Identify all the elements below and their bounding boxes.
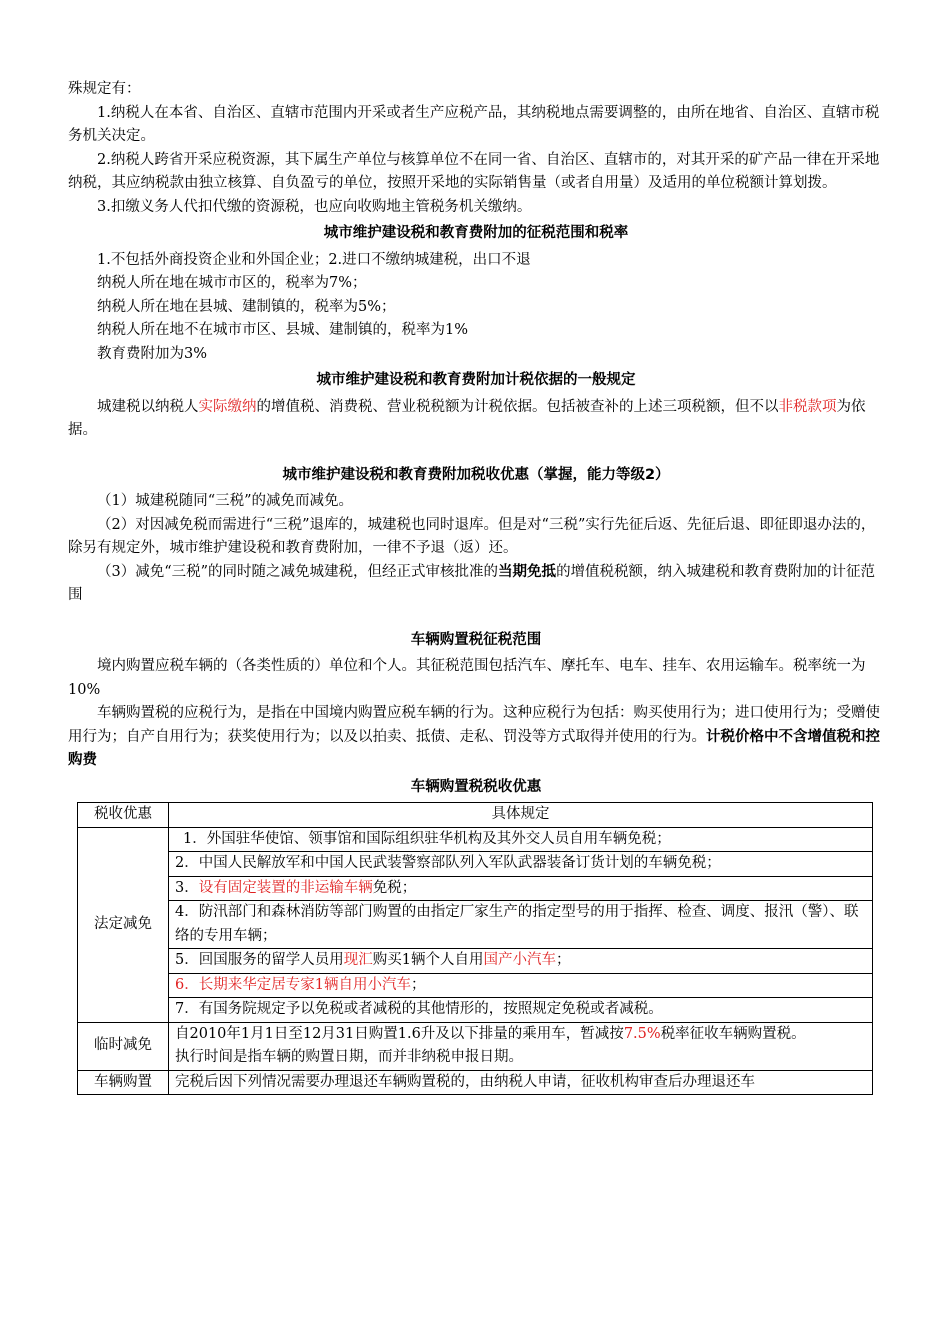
vehicle-tax-incentive-table xyxy=(77,802,873,1095)
highlight-text: 国产小汽车 xyxy=(483,952,556,968)
highlight-text: 非税款项 xyxy=(778,398,837,415)
detail-line: 7．有国务院规定予以免税或者减税的其他情形的，按照规定免税或者减税。 xyxy=(169,997,872,1022)
highlight-text: 实际缴纳 xyxy=(198,398,257,415)
rule-item-1: 1.纳税人在本省、自治区、直辖市范围内开采或者生产应税产品，其纳税地点需要调整的，由所在地省、自治区、直辖市税务机关决定。 xyxy=(68,104,880,144)
detail-line xyxy=(169,948,872,973)
text: 购买1辆个人自用 xyxy=(372,952,484,968)
scope-line-2: 纳税人所在地在城市市区的，税率为7%； xyxy=(97,275,367,291)
section-title-tax-incentives: 城市维护建设税和教育费附加税收优惠（掌握，能力等级2） xyxy=(282,466,670,483)
detail-line: 执行时间是指车辆的购置日期，而并非纳税申报日期。 xyxy=(175,1049,523,1065)
detail-line xyxy=(169,973,872,998)
document-page xyxy=(68,78,884,1095)
table-row-refund xyxy=(78,1070,873,1095)
row-detail xyxy=(169,827,873,1022)
row-label: 临时减免 xyxy=(78,1022,169,1070)
text: 为依据。 xyxy=(68,398,866,438)
detail-line: 2．中国人民解放军和中国人民武装警察部队列入军队武器装备订货计划的车辆免税； xyxy=(169,851,872,876)
table-row-statutory xyxy=(78,827,873,1022)
rule-item-2: 2.纳税人跨省开采应税资源，其下属生产单位与核算单位不在同一省、自治区、直辖市的，对其开采的矿产品一律在开采地纳税，其应纳税款由独立核算、自负盈亏的单位，按照开采地的实际销售量（或者自用量）及适用的单位税额计算划拨。 xyxy=(68,151,880,191)
text: 的增值税税额，纳入城建税和教育费附加的计征范围 xyxy=(68,563,876,603)
incentive-item-3 xyxy=(68,561,884,608)
text: ； xyxy=(410,976,426,993)
row-detail: 完税后因下列情况需要办理退还车辆购置税的，由纳税人申请，征收机构审查后办理退还车 xyxy=(169,1070,873,1095)
row-label: 车辆购置 xyxy=(78,1070,169,1095)
detail-line xyxy=(175,1023,866,1047)
row-detail xyxy=(169,1022,873,1070)
scope-line-3: 纳税人所在地在县城、建制镇的，税率为5%； xyxy=(97,298,396,315)
bold-text: 当期免抵 xyxy=(498,563,557,580)
text: 自2010年1月1日至12月31日购置1.6升及以下排量的乘用车，暂减按 xyxy=(175,1025,624,1042)
highlight-text: 7.5% xyxy=(623,1025,661,1042)
highlight-text: 6． xyxy=(175,976,199,993)
table-header-row xyxy=(78,803,873,828)
scope-line-4: 纳税人所在地不在城市市区、县城、建制镇的，税率为1% xyxy=(97,322,469,338)
text: （3）减免“三税”的同时随之减免城建税，但经正式审核批准的 xyxy=(97,563,499,580)
text: 车辆购置税的应税行为，是指在中国境内购置应税车辆的行为。这种应税行为包括：购买使用行为；进口使用行为；受赠使用行为；自产自用行为；获奖使用行为；以及以拍卖、抵债、走私、罚没等方式取得并使用的行为。 xyxy=(68,705,880,745)
highlight-text: 设有固定装置的非运输车辆 xyxy=(198,879,373,896)
vehicle-scope-paragraph-2 xyxy=(68,702,884,773)
text: 的增值税、消费税、营业税税额为计税依据。包括被查补的上述三项税额，但不以 xyxy=(256,398,779,415)
bold-text: 计税价格中不含增值税和控购费 xyxy=(68,728,880,768)
incentive-item-2: （2）对因减免税而需进行“三税”退库的，城建税也同时退库。但是对“三税”实行先征后返、先征后退、即征即退办法的，除另有规定外，城市维护建设税和教育费附加，一律不予退（返）还。 xyxy=(68,516,876,556)
row-label: 法定减免 xyxy=(78,827,169,1022)
detail-line: 1．外国驻华使馆、领事馆和国际组织驻华机构及其外交人员自用车辆免税； xyxy=(183,830,671,847)
section-title-tax-scope: 城市维护建设税和教育费附加的征税范围和税率 xyxy=(323,225,629,241)
text: ； xyxy=(555,952,571,968)
section-title-vehicle-tax-incentives: 车辆购置税税收优惠 xyxy=(410,778,542,795)
section-title-vehicle-tax-scope: 车辆购置税征税范围 xyxy=(410,631,542,648)
header-cell-category: 税收优惠 xyxy=(78,803,169,828)
table-row-temporary xyxy=(78,1022,873,1070)
highlight-text: 长期来华定居专家1辆自用小汽车 xyxy=(198,976,411,993)
scope-line-1: 1.不包括外商投资企业和外国企业；2.进口不缴纳城建税，出口不退 xyxy=(97,251,531,268)
vehicle-scope-paragraph-1: 境内购置应税车辆的（各类性质的）单位和个人。其征税范围包括汽车、摩托车、电车、挂车、农用运输车。税率统一为10% xyxy=(68,658,866,698)
text: 3． xyxy=(175,879,199,896)
highlight-text: 现汇 xyxy=(343,952,373,968)
incentive-item-1: （1）城建税随同“三税”的减免而减免。 xyxy=(97,493,354,509)
text: 免税； xyxy=(372,879,417,896)
detail-line xyxy=(169,876,872,901)
detail-line: 4．防汛部门和森林消防等部门购置的由指定厂家生产的指定型号的用于指挥、检查、调度、报汛（警）、联络的专用车辆； xyxy=(169,900,872,948)
text: 5．回国服务的留学人员用 xyxy=(175,952,344,968)
tax-basis-paragraph xyxy=(68,396,884,443)
header-cell-detail: 具体规定 xyxy=(169,803,873,828)
continuation-line: 殊规定有： xyxy=(68,81,141,97)
section-title-tax-basis: 城市维护建设税和教育费附加计税依据的一般规定 xyxy=(316,372,636,388)
scope-line-5: 教育费附加为3% xyxy=(97,345,208,362)
rule-item-3: 3.扣缴义务人代扣代缴的资源税，也应向收购地主管税务机关缴纳。 xyxy=(97,198,532,215)
text: 城建税以纳税人 xyxy=(97,398,199,415)
text: 税率征收车辆购置税。 xyxy=(660,1025,806,1042)
